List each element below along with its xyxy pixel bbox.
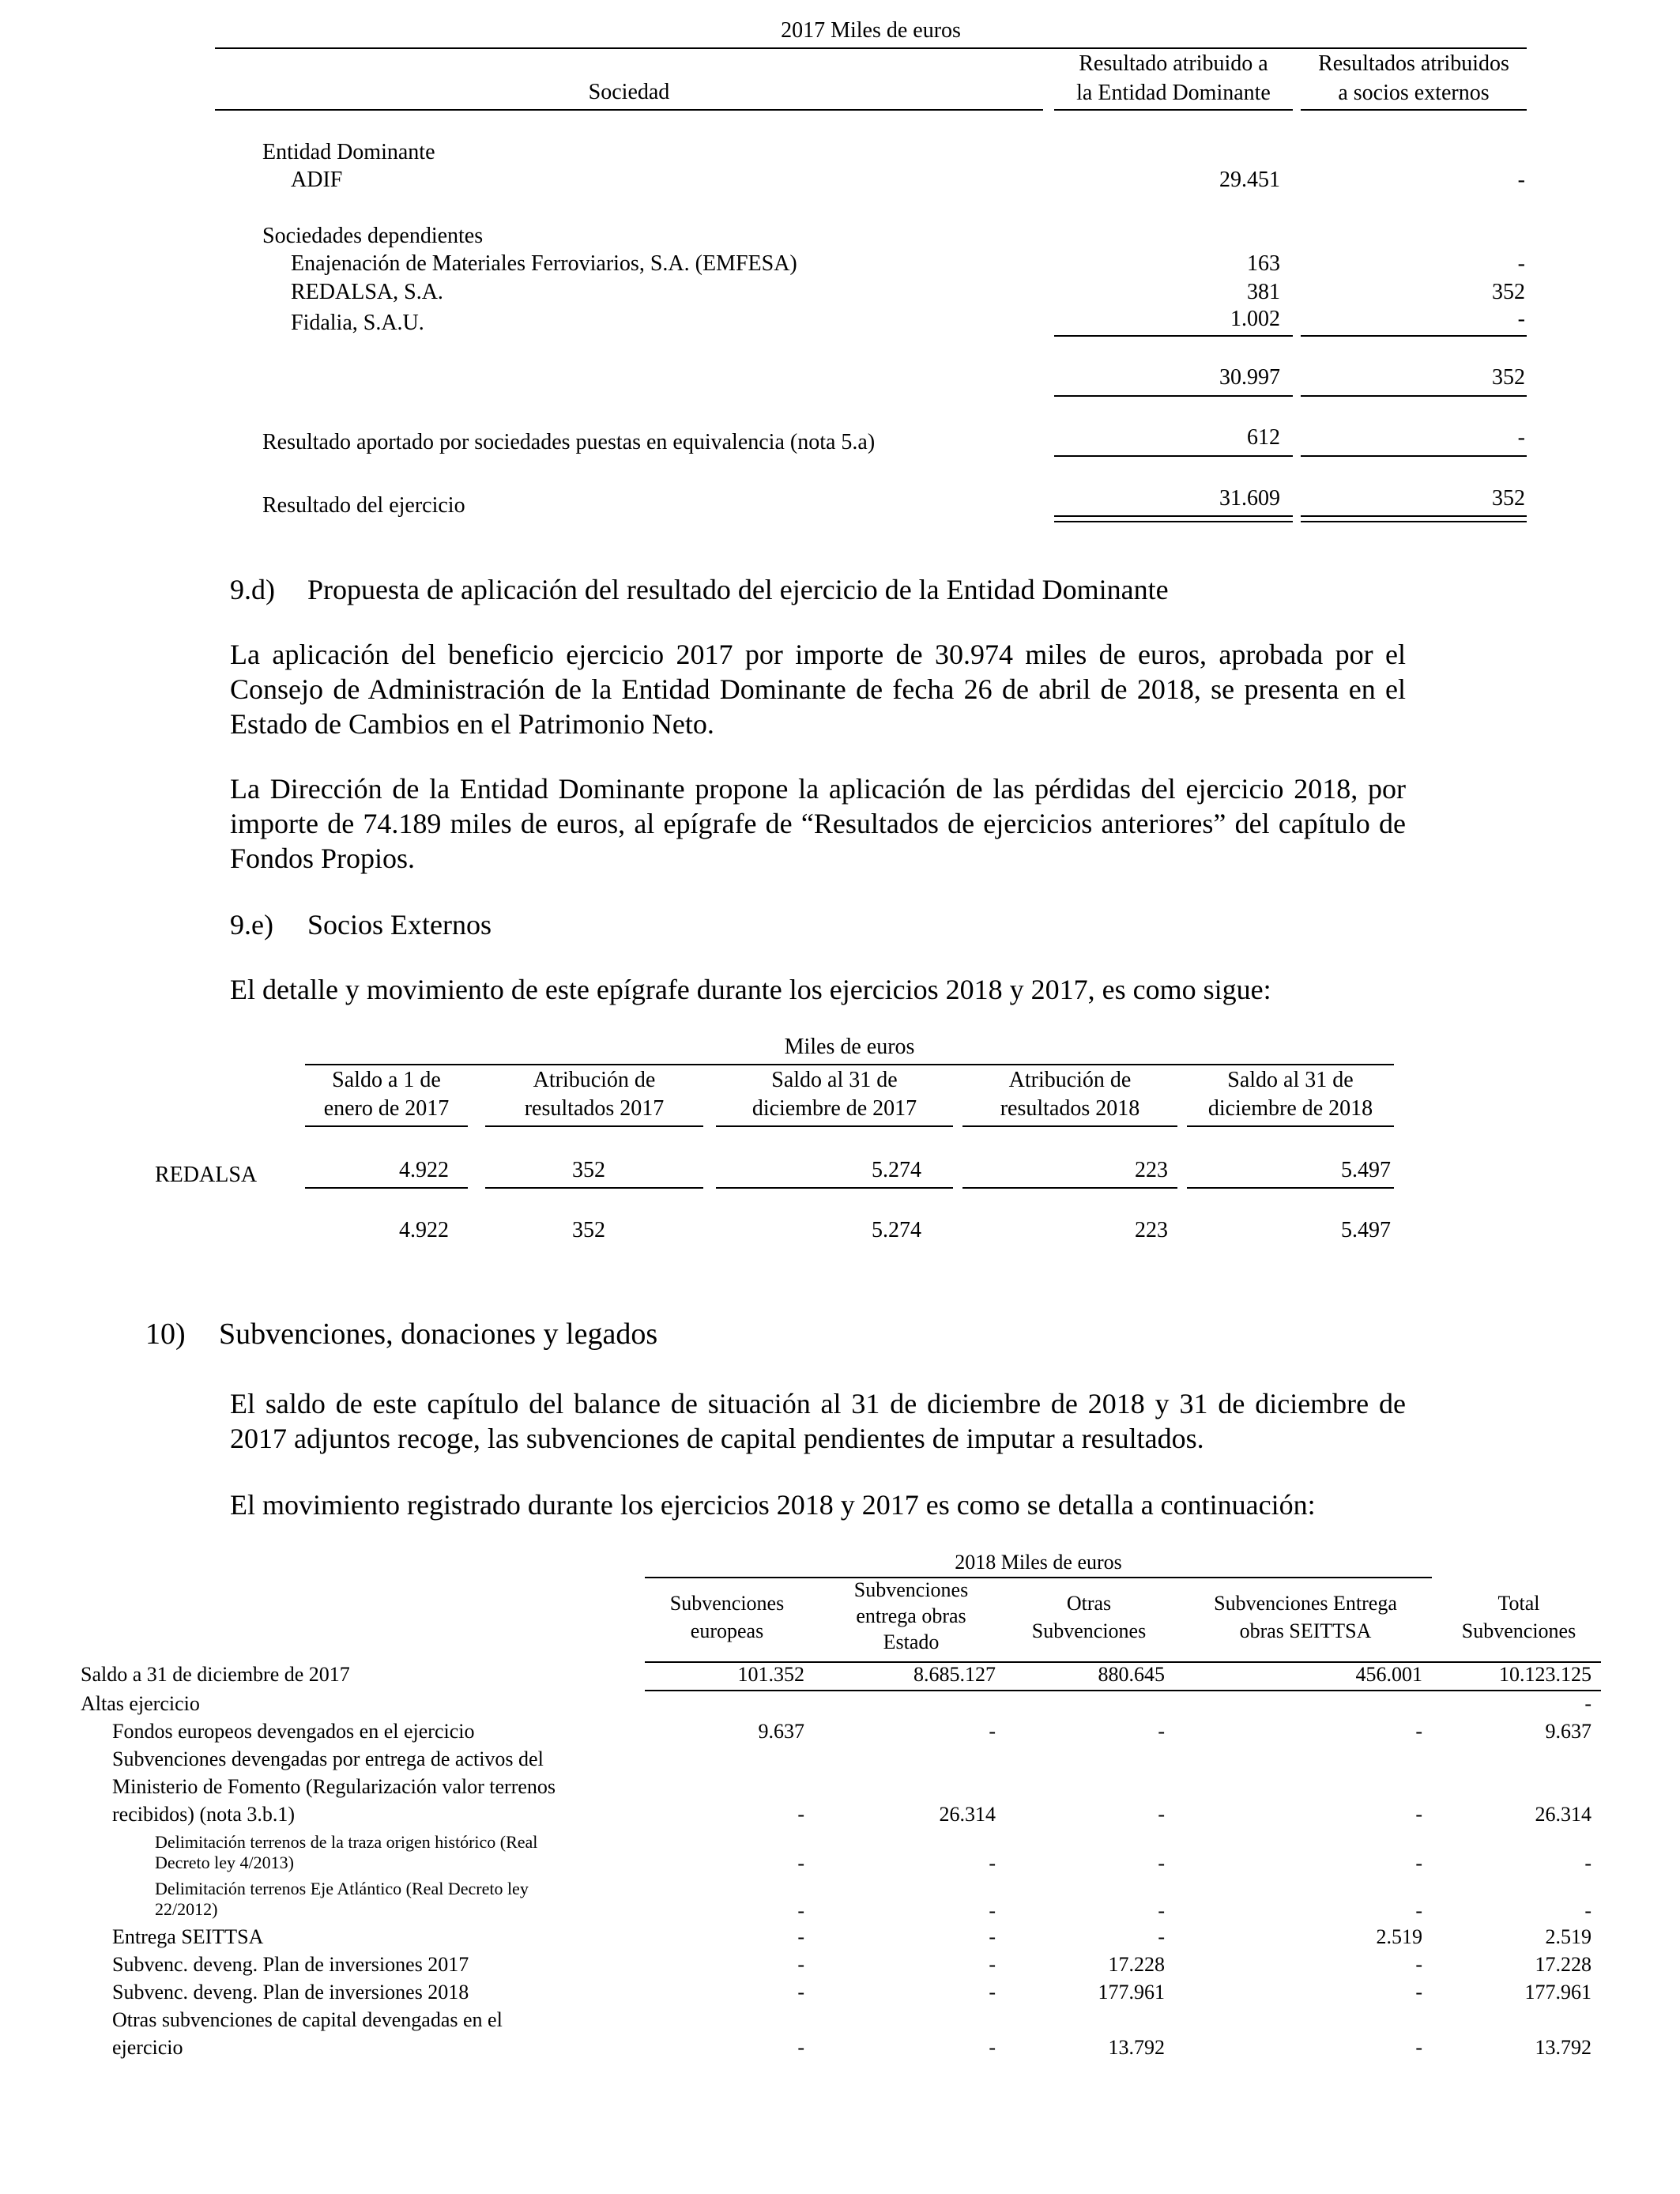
t3-row-traza-v3: - <box>1158 1852 1165 1875</box>
t3-row-fomento-v1: - <box>797 1803 804 1826</box>
t1-row-fidalia-label: Fidalia, S.A.U. <box>291 311 424 335</box>
rule <box>962 1187 1177 1189</box>
t3-row-fomento-label-3: recibidos) (nota 3.b.1) <box>112 1803 296 1826</box>
t3-row-plan2018-v4: - <box>1415 1981 1422 2004</box>
t3-header-3-l1: Otras <box>1066 1592 1112 1615</box>
t2-row-v4: 223 <box>1135 1158 1168 1182</box>
t1-row-fidalia-v1: 1.002 <box>1230 307 1280 331</box>
t3-row-saldo-v3: 880.645 <box>1098 1663 1165 1686</box>
t3-row-saldo-v5: 10.123.125 <box>1499 1663 1591 1686</box>
t1-group-dominante: Entidad Dominante <box>262 140 435 164</box>
t2-header-1-l1: Saldo a 1 de <box>332 1068 441 1092</box>
t2-row-v5: 5.497 <box>1341 1158 1391 1182</box>
t3-header-total-l2: Subvenciones <box>1461 1619 1576 1642</box>
rule <box>305 1064 1394 1065</box>
t3-row-fondos-v4: - <box>1415 1720 1422 1743</box>
t3-header-1-l2: europeas <box>690 1619 764 1642</box>
t3-row-fondos-v3: - <box>1158 1720 1165 1743</box>
rule <box>305 1125 468 1127</box>
t3-row-seittsa-v2: - <box>989 1925 996 1948</box>
rule <box>305 1187 468 1189</box>
section-10-number: 10) <box>145 1318 186 1351</box>
t3-row-seittsa-v5: 2.519 <box>1545 1925 1591 1948</box>
t3-row-plan2018-v2: - <box>989 1981 996 2004</box>
rule <box>1187 1187 1394 1189</box>
t1-row-redalsa-v2: 352 <box>1492 280 1525 304</box>
t1-subtotal-v1: 30.997 <box>1219 365 1280 390</box>
rule <box>215 47 1527 49</box>
t2-header-5-l2: diciembre de 2018 <box>1207 1096 1373 1121</box>
t1-row-adif-v1: 29.451 <box>1219 168 1280 192</box>
double-rule <box>1054 515 1293 522</box>
t1-row-equiv-label: Resultado aportado por sociedades puestas en equivalencia (nota 5.a) <box>262 430 876 454</box>
t3-row-otras-v4: - <box>1415 2036 1422 2059</box>
t3-row-fomento-label-1: Subvenciones devengadas por entrega de activos del <box>112 1747 544 1770</box>
t3-row-plan2018-v1: - <box>797 1981 804 2004</box>
t3-header-3-l2: Subvenciones <box>1031 1619 1147 1642</box>
t1-caption: 2017 Miles de euros <box>781 18 961 43</box>
t3-row-saldo-v1: 101.352 <box>737 1663 804 1686</box>
t1-header-col1-l1: Resultado atribuido a <box>1079 51 1268 76</box>
t3-row-fomento-v2: 26.314 <box>939 1803 996 1826</box>
t1-group-dependientes: Sociedades dependientes <box>262 224 484 248</box>
t2-header-2-l2: resultados 2017 <box>524 1096 665 1121</box>
rule <box>645 1577 1432 1578</box>
t2-caption: Miles de euros <box>784 1035 915 1059</box>
t3-row-plan2017-v1: - <box>797 1953 804 1976</box>
t2-header-3-l2: diciembre de 2017 <box>751 1096 917 1121</box>
t1-row-equiv-v1: 612 <box>1247 425 1280 450</box>
t1-row-emfesa-v2: - <box>1517 251 1525 276</box>
t3-row-otras-label-1: Otras subvenciones de capital devengadas en el <box>112 2008 503 2031</box>
rule <box>1054 455 1293 457</box>
t2-total-v5: 5.497 <box>1341 1218 1391 1242</box>
t3-row-fondos-label: Fondos europeos devengados en el ejercicio <box>112 1720 475 1743</box>
rule <box>716 1187 953 1189</box>
t3-row-plan2017-v3: 17.228 <box>1108 1953 1165 1976</box>
t1-row-adif-label: ADIF <box>291 168 343 192</box>
rule <box>716 1125 953 1127</box>
t3-row-otras-v5: 13.792 <box>1535 2036 1591 2059</box>
t3-row-plan2018-v5: 177.961 <box>1524 1981 1591 2004</box>
t3-row-seittsa-v1: - <box>797 1925 804 1948</box>
t3-row-eje-v3: - <box>1158 1899 1165 1922</box>
t1-row-total-label: Resultado del ejercicio <box>262 493 465 518</box>
t3-header-4-l1: Subvenciones Entrega <box>1214 1592 1397 1615</box>
t3-row-eje-label-1: Delimitación terrenos Eje Atlántico (Real Decreto ley <box>155 1879 529 1898</box>
t1-row-total-v2: 352 <box>1492 486 1525 511</box>
t3-row-eje-v2: - <box>989 1899 996 1922</box>
section-10-title: Subvenciones, donaciones y legados <box>219 1318 658 1351</box>
t3-row-eje-v4: - <box>1415 1899 1422 1922</box>
rule <box>485 1125 703 1127</box>
t3-row-saldo-label: Saldo a 31 de diciembre de 2017 <box>81 1663 350 1686</box>
t3-row-eje-v1: - <box>797 1899 804 1922</box>
t3-header-2-l2: entrega obras <box>856 1604 966 1627</box>
rule <box>485 1187 703 1189</box>
rule <box>1301 109 1527 111</box>
section-9e-paragraph: El detalle y movimiento de este epígrafe durante los ejercicios 2018 y 2017, es como sigue: <box>230 974 1271 1005</box>
t3-row-eje-label-2: 22/2012) <box>155 1899 218 1919</box>
rule <box>1054 109 1293 111</box>
rule <box>1301 395 1527 397</box>
t2-total-v3: 5.274 <box>872 1218 921 1242</box>
section-10-paragraph-1: El saldo de este capítulo del balance de situación al 31 de diciembre de 2018 y 31 de diciembre de 2017 adjuntos recoge, las subvenciones de capital pendientes de imputar a resultados. <box>230 1388 1406 1454</box>
t3-row-otras-v2: - <box>989 2036 996 2059</box>
section-9d-number: 9.d) <box>230 574 275 605</box>
t2-row-v2: 352 <box>572 1158 605 1182</box>
t3-header-4-l2: obras SEITTSA <box>1239 1619 1372 1642</box>
t3-header-total-l1: Total <box>1497 1592 1540 1615</box>
t3-row-otras-v3: 13.792 <box>1108 2036 1165 2059</box>
t1-row-emfesa-label: Enajenación de Materiales Ferroviarios, S.A. (EMFESA) <box>291 251 797 276</box>
t3-row-fondos-v5: 9.637 <box>1545 1720 1591 1743</box>
t3-caption: 2018 Miles de euros <box>955 1551 1122 1574</box>
rule <box>1301 455 1527 457</box>
t3-row-plan2017-v5: 17.228 <box>1535 1953 1591 1976</box>
t3-row-traza-v5: - <box>1584 1852 1591 1875</box>
t2-row-v1: 4.922 <box>399 1158 449 1182</box>
t3-row-fondos-v1: 9.637 <box>758 1720 804 1743</box>
t3-row-plan2017-v4: - <box>1415 1953 1422 1976</box>
section-9e-title: Socios Externos <box>307 909 492 941</box>
t1-row-adif-v2: - <box>1517 168 1525 192</box>
section-9d-paragraph-2: La Dirección de la Entidad Dominante propone la aplicación de las pérdidas del ejercicio 2018, por importe de 74.189 miles de euros, al epígrafe de “Resultados de ejercicios anteriores” del capítulo de Fondos Propios. <box>230 773 1406 874</box>
t3-row-seittsa-v3: - <box>1158 1925 1165 1948</box>
section-9e-number: 9.e) <box>230 909 273 941</box>
t1-subtotal-v2: 352 <box>1492 365 1525 390</box>
t1-row-equiv-v2: - <box>1517 425 1525 450</box>
t2-total-v2: 352 <box>572 1218 605 1242</box>
t1-row-total-v1: 31.609 <box>1219 486 1280 511</box>
t1-header-sociedad: Sociedad <box>588 80 670 104</box>
rule <box>1054 335 1293 337</box>
t3-row-traza-v2: - <box>989 1852 996 1875</box>
t2-header-2-l1: Atribución de <box>533 1068 656 1092</box>
t3-row-otras-label-2: ejercicio <box>112 2036 183 2059</box>
t2-row-label: REDALSA <box>155 1163 258 1187</box>
t2-total-v1: 4.922 <box>399 1218 449 1242</box>
t3-row-traza-label-1: Delimitación terrenos de la traza origen histórico (Real <box>155 1832 538 1852</box>
t3-header-1-l1: Subvenciones <box>669 1592 785 1615</box>
t1-row-redalsa-v1: 381 <box>1247 280 1280 304</box>
t2-header-4-l2: resultados 2018 <box>1000 1096 1140 1121</box>
t3-row-fondos-v2: - <box>989 1720 996 1743</box>
t3-header-2-l3: Estado <box>883 1630 940 1653</box>
section-9d-title: Propuesta de aplicación del resultado del ejercicio de la Entidad Dominante <box>307 574 1169 605</box>
t1-row-emfesa-v1: 163 <box>1247 251 1280 276</box>
double-rule <box>1301 515 1527 522</box>
t3-row-fomento-label-2: Ministerio de Fomento (Regularización valor terrenos <box>112 1775 556 1798</box>
t1-row-fidalia-v2: - <box>1517 307 1525 331</box>
t3-row-fomento-v3: - <box>1158 1803 1165 1826</box>
t3-row-plan2018-v3: 177.961 <box>1098 1981 1165 2004</box>
t2-header-1-l2: enero de 2017 <box>323 1096 450 1121</box>
t2-header-5-l1: Saldo al 31 de <box>1227 1068 1354 1092</box>
t2-header-3-l1: Saldo al 31 de <box>771 1068 898 1092</box>
t1-row-redalsa-label: REDALSA, S.A. <box>291 280 443 304</box>
rule <box>962 1125 1177 1127</box>
t3-row-altas-label: Altas ejercicio <box>81 1692 200 1715</box>
rule <box>1301 335 1527 337</box>
rule <box>1054 395 1293 397</box>
t3-row-plan2017-label: Subvenc. deveng. Plan de inversiones 2017 <box>112 1953 469 1976</box>
t3-row-traza-v4: - <box>1415 1852 1422 1875</box>
t1-header-col2-l2: a socios externos <box>1338 81 1490 105</box>
t3-row-fomento-v4: - <box>1415 1803 1422 1826</box>
t3-row-eje-v5: - <box>1584 1899 1591 1922</box>
t3-row-saldo-v4: 456.001 <box>1355 1663 1422 1686</box>
t3-row-saldo-v2: 8.685.127 <box>913 1663 996 1686</box>
t1-header-col1-l2: la Entidad Dominante <box>1076 81 1271 105</box>
section-9d-paragraph-1: La aplicación del beneficio ejercicio 2017 por importe de 30.974 miles de euros, aprobada por el Consejo de Administración de la Entidad Dominante de fecha 26 de abril de 2018, se presenta en el Estado de Cambios en el Patrimonio Neto. <box>230 639 1406 740</box>
t3-row-otras-v1: - <box>797 2036 804 2059</box>
t3-row-fomento-v5: 26.314 <box>1535 1803 1591 1826</box>
t3-row-seittsa-v4: 2.519 <box>1376 1925 1422 1948</box>
t3-row-traza-v1: - <box>797 1852 804 1875</box>
t3-row-traza-label-2: Decreto ley 4/2013) <box>155 1853 294 1872</box>
t3-row-plan2018-label: Subvenc. deveng. Plan de inversiones 2018 <box>112 1981 469 2004</box>
t2-row-v3: 5.274 <box>872 1158 921 1182</box>
rule <box>645 1690 1601 1691</box>
t3-row-altas-v5: - <box>1584 1692 1591 1715</box>
rule <box>215 109 1043 111</box>
t3-header-2-l1: Subvenciones <box>853 1578 969 1601</box>
t3-row-seittsa-label: Entrega SEITTSA <box>112 1925 264 1948</box>
section-10-paragraph-2: El movimiento registrado durante los ejercicios 2018 y 2017 es como se detalla a continuación: <box>230 1489 1316 1521</box>
t1-header-col2-l1: Resultados atribuidos <box>1318 51 1509 76</box>
t2-header-4-l1: Atribución de <box>1008 1068 1132 1092</box>
t3-row-plan2017-v2: - <box>989 1953 996 1976</box>
rule <box>1187 1125 1394 1127</box>
t2-total-v4: 223 <box>1135 1218 1168 1242</box>
